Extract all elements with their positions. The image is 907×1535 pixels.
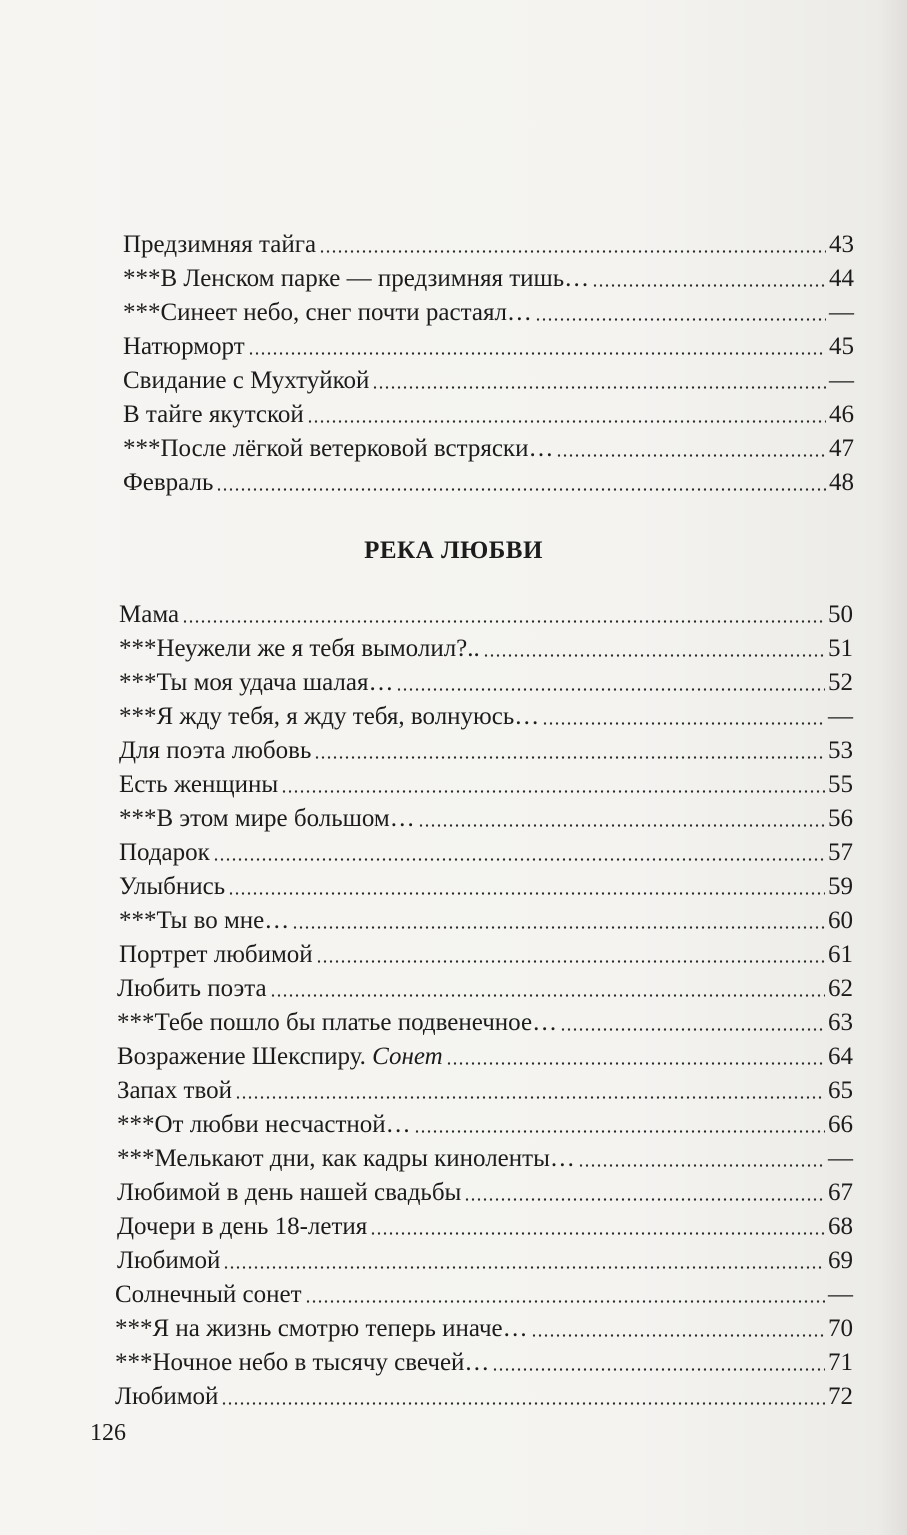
toc-entry-title: Натюрморт <box>123 333 245 360</box>
toc-entry-page: 53 <box>828 737 853 764</box>
toc-entry-title: Любимой <box>117 1247 221 1274</box>
dot-leader <box>216 488 826 491</box>
dot-leader <box>556 454 826 457</box>
dot-leader <box>418 824 825 827</box>
dot-leader <box>223 1266 825 1269</box>
toc-entry <box>119 766 853 800</box>
toc-entry-page: — <box>828 1281 853 1308</box>
toc-entry-page: 48 <box>829 469 854 496</box>
toc-entry-title: Подарок <box>119 839 210 866</box>
toc-entry-title: Мама <box>119 601 180 628</box>
toc-entry-title: Есть женщины <box>119 771 279 798</box>
toc-entry-page: 59 <box>828 873 853 900</box>
toc-entry-page: 65 <box>828 1077 853 1104</box>
dot-leader <box>446 1062 825 1065</box>
toc-entry-page: 61 <box>828 941 853 968</box>
dot-leader <box>396 688 825 691</box>
toc-entry <box>119 664 853 698</box>
dot-leader <box>483 654 825 657</box>
dot-leader <box>542 722 825 725</box>
dot-leader <box>535 318 826 321</box>
toc-entry <box>119 596 853 630</box>
toc-entry-title: Любимой <box>115 1383 219 1410</box>
toc-entry-title: ***Ты моя удача шалая… <box>119 669 394 696</box>
toc-entry-page: — <box>828 1145 853 1172</box>
toc-entry-title: Улыбнись <box>119 873 226 900</box>
toc-entry-page: 62 <box>828 975 853 1002</box>
dot-leader <box>592 284 826 287</box>
toc-entry-title: Любимой в день нашей свадьбы <box>117 1179 462 1206</box>
toc-entry-title: Предзимняя тайга <box>123 231 317 258</box>
toc-entry-page: 72 <box>828 1383 853 1410</box>
toc-entry-page: 68 <box>828 1213 853 1240</box>
toc-entry-title <box>117 1042 443 1072</box>
toc-entry <box>117 1038 853 1072</box>
toc-entry-page: 44 <box>829 265 854 292</box>
toc-entry-title: Портрет любимой <box>119 941 313 968</box>
dot-leader <box>213 858 825 861</box>
toc-entry-title: Февраль <box>123 469 214 496</box>
page-number: 126 <box>90 1420 126 1446</box>
dot-leader <box>578 1164 825 1167</box>
toc-entry-page: 60 <box>828 907 853 934</box>
toc-entry-title-main: Возражение Шекспиру. <box>117 1043 366 1070</box>
dot-leader <box>531 1334 825 1337</box>
toc-entry <box>123 396 854 430</box>
toc-entry <box>119 800 853 834</box>
toc-entry <box>123 430 854 464</box>
toc-entry <box>123 294 854 328</box>
toc-entry-title: ***В Ленском парке — предзимняя тишь… <box>123 265 590 292</box>
dot-leader <box>464 1198 825 1201</box>
toc-entry-title: ***После лёгкой ветерковой встряски… <box>123 435 554 462</box>
toc-entry-title: Любить поэта <box>117 975 267 1002</box>
dot-leader <box>228 892 825 895</box>
toc-entry <box>115 1276 853 1310</box>
toc-entry-page: 71 <box>828 1349 853 1376</box>
toc-entry-title: ***Неужели же я тебя вымолил?.. <box>119 635 480 662</box>
toc-entry-page: 52 <box>828 669 853 696</box>
toc-entry-page: 46 <box>829 401 854 428</box>
toc-entry <box>117 1072 853 1106</box>
dot-leader <box>292 926 825 929</box>
toc-entry-page: — <box>828 703 853 730</box>
toc-entry <box>117 1140 853 1174</box>
dot-leader <box>305 1300 825 1303</box>
toc-entry-title: ***От любви несчастной… <box>117 1111 411 1138</box>
toc-entry <box>119 834 853 868</box>
dot-leader <box>372 386 826 389</box>
toc-entry-page: 56 <box>828 805 853 832</box>
toc-entry <box>115 1310 853 1344</box>
toc-entry <box>119 936 853 970</box>
dot-leader <box>221 1402 825 1405</box>
toc-entry-page: 67 <box>828 1179 853 1206</box>
toc-entry <box>117 1106 853 1140</box>
toc-entry-page: — <box>829 299 854 326</box>
dot-leader <box>248 352 826 355</box>
toc-entry-title: Солнечный сонет <box>115 1281 302 1308</box>
toc-entry-page: 57 <box>828 839 853 866</box>
dot-leader <box>492 1368 825 1371</box>
toc-entry-page: 64 <box>828 1043 853 1070</box>
toc-entry <box>115 1378 853 1412</box>
toc-entry <box>117 1004 853 1038</box>
toc-entry <box>119 868 853 902</box>
toc-entry <box>117 1208 853 1242</box>
page-edge-shadow <box>877 0 907 1535</box>
toc-entry <box>119 902 853 936</box>
toc-entry <box>123 464 854 498</box>
toc-entry-page: 70 <box>828 1315 853 1342</box>
toc-entry <box>117 1174 853 1208</box>
section-heading: РЕКА ЛЮБВИ <box>364 537 543 564</box>
toc-entry <box>119 630 853 664</box>
toc-entry-title: ***Я жду тебя, я жду тебя, волнуюсь… <box>119 703 540 730</box>
toc-entry-page: 47 <box>829 435 854 462</box>
toc-entry-page: 66 <box>828 1111 853 1138</box>
toc-entry-page: 43 <box>829 231 854 258</box>
dot-leader <box>370 1232 825 1235</box>
toc-entry <box>117 1242 853 1276</box>
dot-leader <box>316 960 825 963</box>
toc-entry-title: ***Ночное небо в тысячу свечей… <box>115 1349 490 1376</box>
toc-entry-page: 51 <box>828 635 853 662</box>
toc-entry-page: 50 <box>828 601 853 628</box>
toc-entry-title: ***Я на жизнь смотрю теперь иначе… <box>115 1315 528 1342</box>
toc-entry-page: 63 <box>828 1009 853 1036</box>
toc-entry <box>123 328 854 362</box>
dot-leader <box>281 790 825 793</box>
toc-entry-page: 45 <box>829 333 854 360</box>
toc-entry-title: ***Синеет небо, снег почти растаял… <box>123 299 532 326</box>
toc-entry <box>123 362 854 396</box>
toc-entry-title: ***Ты во мне… <box>119 907 290 934</box>
toc-entry-title: Для поэта любовь <box>119 737 312 764</box>
dot-leader <box>319 250 826 253</box>
toc-entry-title: Дочери в день 18-летия <box>117 1213 368 1240</box>
toc-entry-title: ***Тебе пошло бы платье подвенечное… <box>117 1009 558 1036</box>
toc-entry-title: ***Мелькают дни, как кадры киноленты… <box>117 1145 575 1172</box>
toc-entry <box>115 1344 853 1378</box>
dot-leader <box>414 1130 825 1133</box>
dot-leader <box>560 1028 825 1031</box>
toc-entry <box>117 970 853 1004</box>
dot-leader <box>182 620 825 623</box>
dot-leader <box>270 994 825 997</box>
toc-entry <box>119 698 853 732</box>
toc-entry <box>119 732 853 766</box>
toc-entry-title-italic: Сонет <box>372 1043 443 1070</box>
toc-entry-title: Свидание с Мухтуйкой <box>123 367 370 394</box>
toc-entry-title: ***В этом мире большом… <box>119 805 415 832</box>
toc-entry-page: 55 <box>828 771 853 798</box>
dot-leader <box>235 1096 825 1099</box>
toc-entry <box>123 260 854 294</box>
dot-leader <box>307 420 826 423</box>
toc-entry-title: В тайге якутской <box>123 401 304 428</box>
toc-entry-page: — <box>829 367 854 394</box>
toc-entry-title: Запах твой <box>117 1077 232 1104</box>
toc-entry-page: 69 <box>828 1247 853 1274</box>
dot-leader <box>314 756 825 759</box>
toc-entry <box>123 226 854 260</box>
